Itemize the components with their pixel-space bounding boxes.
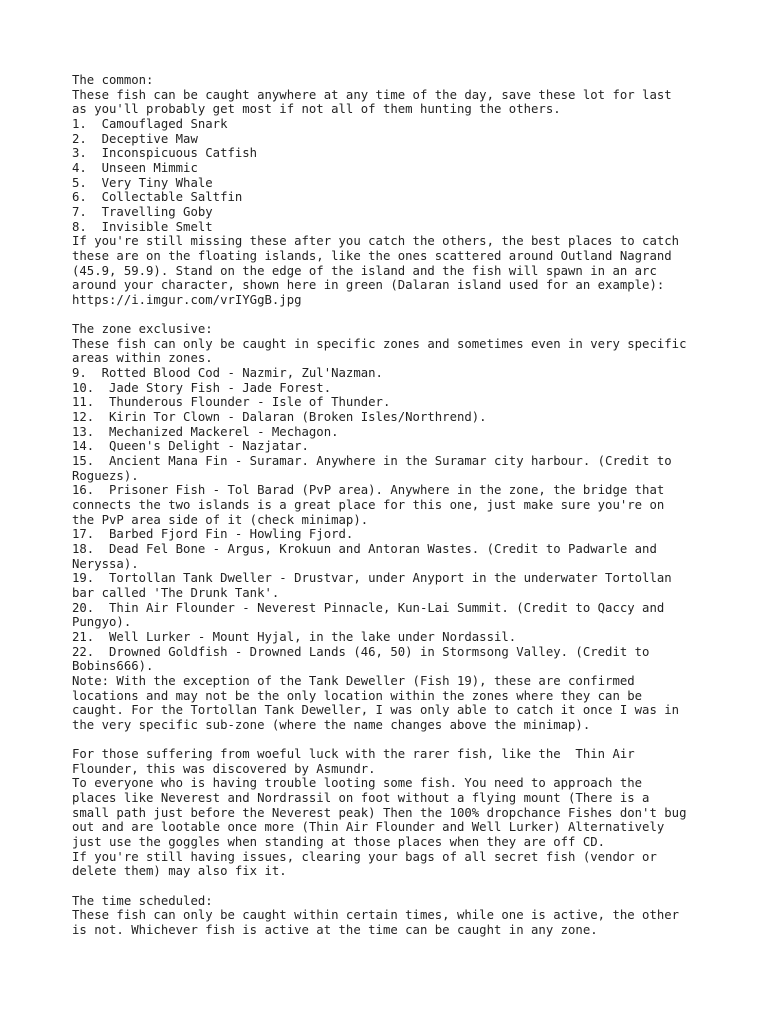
list-item: 7. Travelling Goby	[72, 204, 213, 219]
text-line: If you're still having issues, clearing your bags of all secret fish (vendor or	[72, 849, 657, 864]
text-line: These fish can only be caught within certain times, while one is active, the other	[72, 908, 680, 923]
text-line: these are on the floating islands, like the ones scattered around Outland Nagrand	[72, 248, 672, 263]
list-item: 13. Mechanized Mackerel - Mechagon.	[72, 424, 339, 439]
text-line: To everyone who is having trouble looting some fish. You need to approach the	[72, 776, 643, 791]
text-line: (45.9, 59.9). Stand on the edge of the island and the fish will spawn in an arc	[72, 263, 657, 278]
image-link[interactable]: https://i.imgur.com/vrIYGgB.jpg	[72, 292, 302, 307]
list-item: 10. Jade Story Fish - Jade Forest.	[72, 380, 332, 395]
list-item: 11. Thunderous Flounder - Isle of Thunder.	[72, 395, 391, 410]
text-line: Neryssa).	[72, 556, 139, 571]
text-line: Bobins666).	[72, 659, 154, 674]
list-item: 15. Ancient Mana Fin - Suramar. Anywhere in the Suramar city harbour. (Credit to	[72, 454, 672, 469]
list-item: 20. Thin Air Flounder - Neverest Pinnacle, Kun-Lai Summit. (Credit to Qaccy and	[72, 600, 665, 615]
text-line: Pungyo).	[72, 615, 132, 630]
section-common	[72, 73, 728, 308]
paragraph-gap	[72, 733, 728, 748]
paragraph-gap	[72, 879, 728, 894]
text-line: Roguezs).	[72, 468, 139, 483]
note-line: locations and may not be the only location within the zones where they can be	[72, 688, 643, 703]
list-item: 6. Collectable Saltfin	[72, 190, 243, 205]
list-item: 12. Kirin Tor Clown - Dalaran (Broken Isles/Northrend).	[72, 410, 487, 425]
section-zone-exclusive	[72, 322, 728, 732]
list-item: 22. Drowned Goldfish - Drowned Lands (46, 50) in Stormsong Valley. (Credit to	[72, 644, 650, 659]
text-line: If you're still missing these after you catch the others, the best places to catch	[72, 234, 680, 249]
list-item: 5. Very Tiny Whale	[72, 175, 213, 190]
list-item: 21. Well Lurker - Mount Hyjal, in the lake under Nordassil.	[72, 629, 517, 644]
list-item: 19. Tortollan Tank Dweller - Drustvar, under Anyport in the underwater Tortollan	[72, 571, 672, 586]
text-line: Flounder, this was discovered by Asmundr.	[72, 761, 376, 776]
text-line: is not. Whichever fish is active at the time can be caught in any zone.	[72, 923, 598, 938]
text-line: bar called 'The Drunk Tank'.	[72, 585, 280, 600]
text-line: places like Neverest and Nordrassil on foot without a flying mount (There is a	[72, 791, 650, 806]
list-item: 9. Rotted Blood Cod - Nazmir, Zul'Nazman.	[72, 366, 383, 381]
list-item: 8. Invisible Smelt	[72, 219, 213, 234]
text-line: the PvP area side of it (check minimap).	[72, 512, 369, 527]
note-line: the very specific sub-zone (where the name changes above the minimap).	[72, 717, 591, 732]
list-item: 18. Dead Fel Bone - Argus, Krokuun and Antoran Wastes. (Credit to Padwarle and	[72, 541, 657, 556]
list-item: 2. Deceptive Maw	[72, 131, 198, 146]
list-item: 3. Inconspicuous Catfish	[72, 146, 258, 161]
list-item: 17. Barbed Fjord Fin - Howling Fjord.	[72, 527, 354, 542]
text-line: small path just before the Neverest peak) Then the 100% dropchance Fishes don't bug	[72, 805, 687, 820]
section-rare-fish-tips	[72, 747, 728, 879]
list-item: 4. Unseen Mimmic	[72, 160, 198, 175]
text-line: out and are lootable once more (Thin Air Flounder and Well Lurker) Alternatively	[72, 820, 665, 835]
text-line: These fish can be caught anywhere at any time of the day, save these lot for last	[72, 87, 672, 102]
note-line: Note: With the exception of the Tank Deweller (Fish 19), these are confirmed	[72, 673, 635, 688]
text-line: around your character, shown here in green (Dalaran island used for an example):	[72, 278, 665, 293]
text-line: as you'll probably get most if not all of them hunting the others.	[72, 102, 561, 117]
list-item: 16. Prisoner Fish - Tol Barad (PvP area). Anywhere in the zone, the bridge that	[72, 483, 665, 498]
section-time-scheduled	[72, 894, 728, 938]
text-line: just use the goggles when standing at those places when they are off CD.	[72, 835, 606, 850]
text-line: delete them) may also fix it.	[72, 864, 287, 879]
note-line: caught. For the Tortollan Tank Deweller, I was only able to catch it once I was in	[72, 703, 680, 718]
list-item: 14. Queen's Delight - Nazjatar.	[72, 439, 309, 454]
section-heading: The time scheduled:	[72, 893, 213, 908]
text-line: areas within zones.	[72, 351, 213, 366]
section-heading: The zone exclusive:	[72, 322, 213, 337]
text-line: For those suffering from woeful luck with the rarer fish, like the Thin Air	[72, 747, 635, 762]
text-line: connects the two islands is a great place for this one, just make sure you're on	[72, 498, 665, 513]
text-line: These fish can only be caught in specific zones and sometimes even in very specific	[72, 336, 687, 351]
paragraph-gap	[72, 308, 728, 323]
list-item: 1. Camouflaged Snark	[72, 116, 228, 131]
section-heading: The common:	[72, 73, 154, 87]
